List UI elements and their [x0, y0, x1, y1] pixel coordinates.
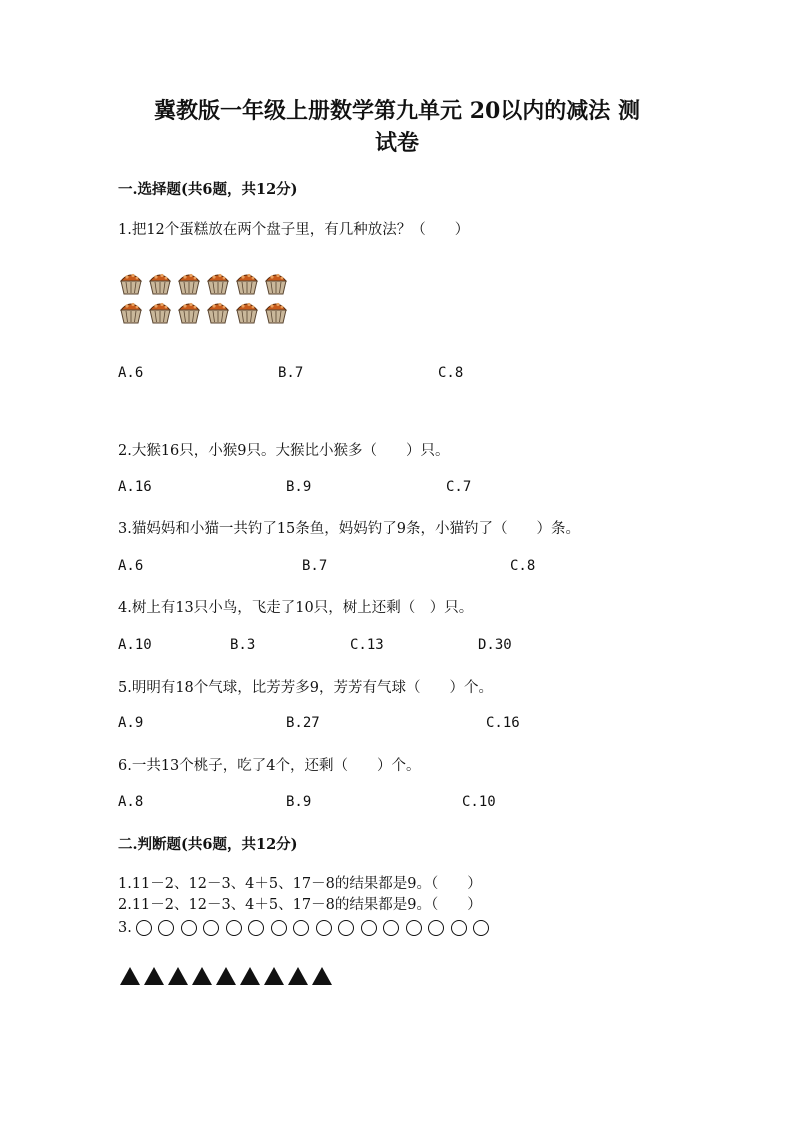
option-c: C.13 [350, 637, 384, 653]
option-a: A.16 [118, 479, 152, 495]
cake-icon [150, 303, 170, 323]
cakes-illustration [118, 268, 294, 326]
cake-icon [266, 303, 286, 323]
document-title-line1: 冀教版一年级上册数学第九单元 20以内的减法 测 [154, 98, 640, 124]
circle-shape [136, 920, 152, 936]
cake-icon [208, 303, 228, 323]
cake-icon [237, 274, 257, 294]
triangle-shape [216, 967, 236, 985]
option-d: D.30 [478, 637, 512, 653]
triangle-shape [144, 967, 164, 985]
option-c: C.7 [446, 479, 472, 495]
question-text: 3.猫妈妈和小猫一共钓了15条鱼，妈妈钓了9条，小猫钓了（ ）条。 [118, 521, 581, 537]
question-text: 4.树上有13只小鸟，飞走了10只，树上还剩（ ）只。 [118, 600, 474, 616]
option-c: C.16 [486, 715, 520, 731]
option-a: A.9 [118, 715, 144, 731]
option-c: C.8 [510, 558, 536, 574]
cake-icon [179, 274, 199, 294]
judgment-3-row [118, 917, 489, 939]
circle-shape [451, 920, 467, 936]
circle-shape [316, 920, 332, 936]
circle-shape [158, 920, 174, 936]
circle-shape [383, 920, 399, 936]
option-a: A.6 [118, 365, 144, 381]
circle-shape [338, 920, 354, 936]
judgment-text: 2.11－2、12－3、4＋5、17－8的结果都是9。（ ） [118, 897, 482, 913]
cake-icon [121, 303, 141, 323]
triangle-shape [120, 967, 140, 985]
option-a: A.8 [118, 794, 144, 810]
option-c: C.8 [438, 365, 464, 381]
triangle-shape [288, 967, 308, 985]
circle-shape [248, 920, 264, 936]
document-title-line2: 试卷 [374, 130, 419, 156]
judgment-text: 1.11－2、12－3、4＋5、17－8的结果都是9。（ ） [118, 876, 482, 892]
option-b: B.9 [286, 479, 312, 495]
option-c: C.10 [462, 794, 496, 810]
circle-shape [181, 920, 197, 936]
triangle-shape [312, 967, 332, 985]
option-a: A.6 [118, 558, 144, 574]
option-b: B.7 [302, 558, 328, 574]
section-heading-judgment: 二.判断题(共6题，共12分) [118, 836, 298, 853]
circles-row [132, 920, 490, 936]
question-text: 2.大猴16只，小猴9只。大猴比小猴多（ ）只。 [118, 443, 450, 459]
circle-shape [428, 920, 444, 936]
question-text: 1.把12个蛋糕放在两个盘子里，有几种放法？（ ） [118, 222, 470, 238]
triangles-row [120, 967, 336, 985]
triangle-shape [168, 967, 188, 985]
section-heading-choice: 一.选择题(共6题，共12分) [118, 181, 298, 198]
option-b: B.7 [278, 365, 304, 381]
cake-icon [121, 274, 141, 294]
circle-shape [406, 920, 422, 936]
question-text: 5.明明有18个气球，比芳芳多9，芳芳有气球（ ）个。 [118, 680, 494, 696]
option-a: A.10 [118, 637, 152, 653]
circle-shape [473, 920, 489, 936]
circle-shape [361, 920, 377, 936]
cake-icon [266, 274, 286, 294]
option-b: B.27 [286, 715, 320, 731]
circle-shape [226, 920, 242, 936]
cake-icon [179, 303, 199, 323]
triangle-shape [192, 967, 212, 985]
circle-shape [293, 920, 309, 936]
circle-shape [271, 920, 287, 936]
triangle-shape [264, 967, 284, 985]
question-text: 6.一共13个桃子，吃了4个，还剩（ ）个。 [118, 758, 421, 774]
judgment-number: 3. [118, 920, 132, 936]
triangle-shape [240, 967, 260, 985]
cake-icon [150, 274, 170, 294]
option-b: B.3 [230, 637, 256, 653]
cake-icon [237, 303, 257, 323]
circle-shape [203, 920, 219, 936]
cake-icon [208, 274, 228, 294]
option-b: B.9 [286, 794, 312, 810]
